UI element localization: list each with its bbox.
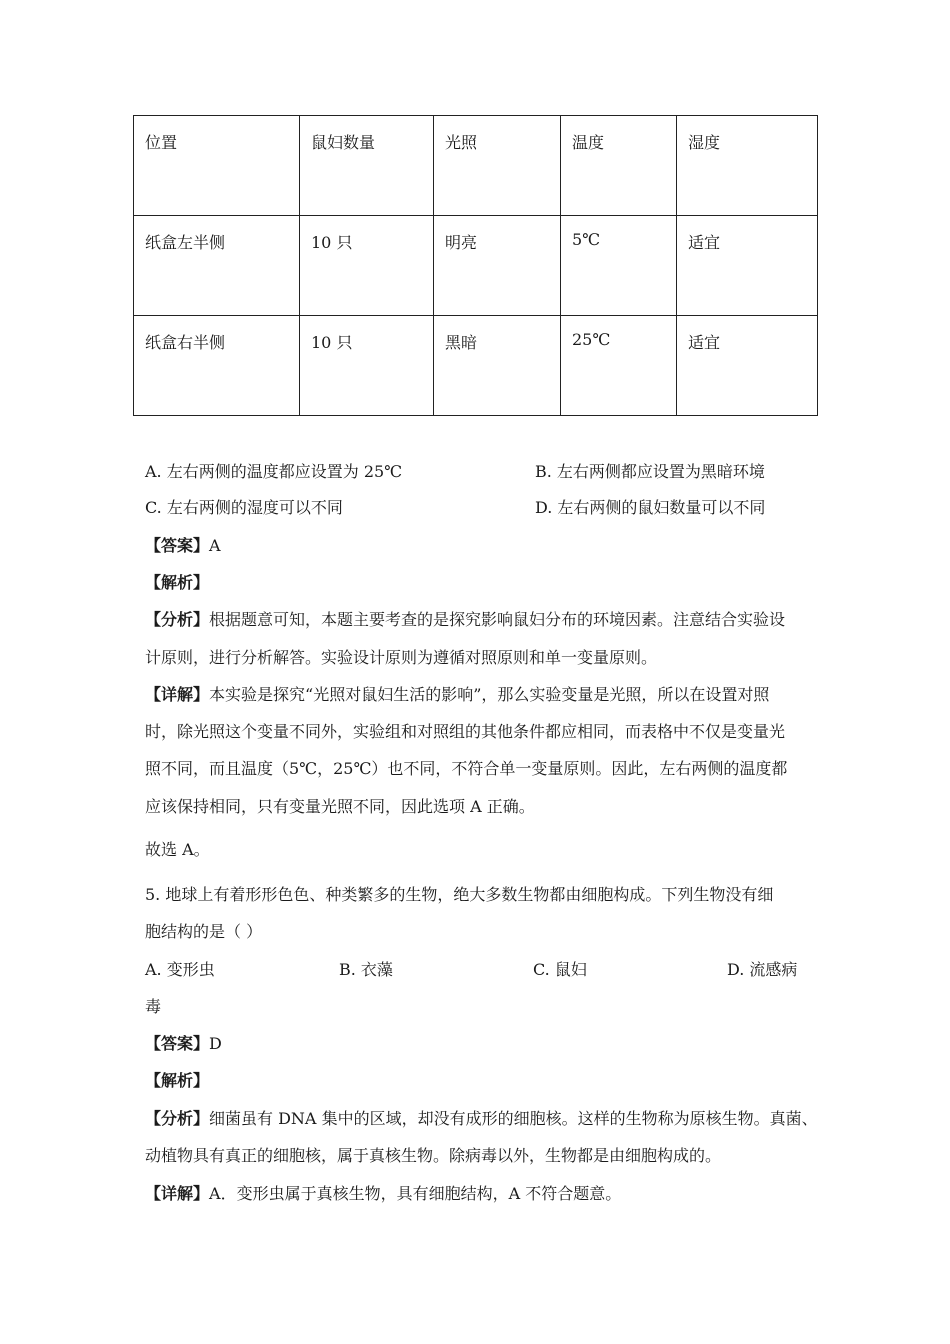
q4-option-a: A. 左右两侧的温度都应设置为 25℃ bbox=[145, 462, 403, 481]
table-cell: 适宜 bbox=[677, 216, 818, 316]
table-cell: 25℃ bbox=[561, 316, 677, 416]
table-header-row bbox=[134, 116, 818, 216]
table-cell: 10 只 bbox=[300, 316, 434, 416]
q5-detail-line-1 bbox=[145, 1184, 621, 1204]
table-header-cell: 湿度 bbox=[677, 116, 818, 216]
analysis-tag: 【分析】 bbox=[145, 1109, 210, 1128]
experiment-table bbox=[133, 115, 818, 416]
q5-jiexi-heading: 【解析】 bbox=[145, 1071, 210, 1090]
q5-option-d-continuation: 毒 bbox=[145, 997, 162, 1016]
detail-tag: 【详解】 bbox=[145, 1184, 210, 1203]
table-header-cell: 温度 bbox=[561, 116, 677, 216]
table-header-cell: 位置 bbox=[134, 116, 300, 216]
analysis-text: 根据题意可知，本题主要考查的是探究影响鼠妇分布的环境因素。注意结合实验设 bbox=[209, 610, 786, 629]
table-cell: 纸盒左半侧 bbox=[134, 216, 300, 316]
table-header-cell: 鼠妇数量 bbox=[300, 116, 434, 216]
table-header-cell: 光照 bbox=[434, 116, 561, 216]
table-cell: 纸盒右半侧 bbox=[134, 316, 300, 416]
q4-detail-line-3: 照不同，而且温度（5℃，25℃）也不同，不符合单一变量原则。因此，左右两侧的温度都 bbox=[145, 759, 788, 778]
answer-label: 【答案】 bbox=[145, 536, 210, 555]
q4-option-c: C. 左右两侧的湿度可以不同 bbox=[145, 498, 343, 517]
table-cell: 10 只 bbox=[300, 216, 434, 316]
q5-stem-line-2: 胞结构的是（ ） bbox=[145, 922, 263, 941]
q5-analysis-line-1 bbox=[145, 1109, 818, 1129]
analysis-text: 细菌虽有 DNA 集中的区域，却没有成形的细胞核。这样的生物称为原核生物。真菌、 bbox=[209, 1109, 818, 1128]
table-cell: 明亮 bbox=[434, 216, 561, 316]
q4-analysis-line-2: 计原则，进行分析解答。实验设计原则为遵循对照原则和单一变量原则。 bbox=[145, 648, 658, 667]
q5-option-b: B. 衣藻 bbox=[339, 960, 393, 979]
analysis-tag: 【分析】 bbox=[145, 610, 210, 629]
q4-option-b: B. 左右两侧都应设置为黑暗环境 bbox=[535, 462, 765, 481]
table-row bbox=[134, 316, 818, 416]
table-cell: 适宜 bbox=[677, 316, 818, 416]
answer-value: A bbox=[209, 536, 221, 555]
q5-answer bbox=[145, 1034, 222, 1054]
table-row bbox=[134, 216, 818, 316]
q4-detail-line-2: 时，除光照这个变量不同外，实验组和对照组的其他条件都应相同，而表格中不仅是变量光 bbox=[145, 722, 786, 741]
detail-tag: 【详解】 bbox=[145, 685, 210, 704]
q4-answer bbox=[145, 536, 221, 556]
q5-option-c: C. 鼠妇 bbox=[533, 960, 587, 979]
q5-stem-line-1: 5. 地球上有着形形色色、种类繁多的生物，绝大多数生物都由细胞构成。下列生物没有细 bbox=[145, 885, 774, 904]
q4-jiexi-heading: 【解析】 bbox=[145, 573, 210, 592]
table-cell: 5℃ bbox=[561, 216, 677, 316]
q5-option-a: A. 变形虫 bbox=[145, 960, 215, 979]
q5-analysis-line-2: 动植物具有真正的细胞核，属于真核生物。除病毒以外，生物都是由细胞构成的。 bbox=[145, 1146, 722, 1165]
q4-option-d: D. 左右两侧的鼠妇数量可以不同 bbox=[535, 498, 766, 517]
answer-value: D bbox=[209, 1034, 222, 1053]
answer-label: 【答案】 bbox=[145, 1034, 210, 1053]
q4-detail-line-1 bbox=[145, 685, 769, 705]
q4-detail-line-4: 应该保持相同，只有变量光照不同，因此选项 A 正确。 bbox=[145, 797, 535, 816]
detail-text: A．变形虫属于真核生物，具有细胞结构，A 不符合题意。 bbox=[209, 1184, 622, 1203]
q4-analysis-line-1 bbox=[145, 610, 785, 630]
q5-option-d: D. 流感病 bbox=[727, 960, 798, 979]
detail-text: 本实验是探究“光照对鼠妇生活的影响”，那么实验变量是光照，所以在设置对照 bbox=[209, 685, 770, 704]
q4-conclusion: 故选 A。 bbox=[145, 840, 210, 859]
table-cell: 黑暗 bbox=[434, 316, 561, 416]
